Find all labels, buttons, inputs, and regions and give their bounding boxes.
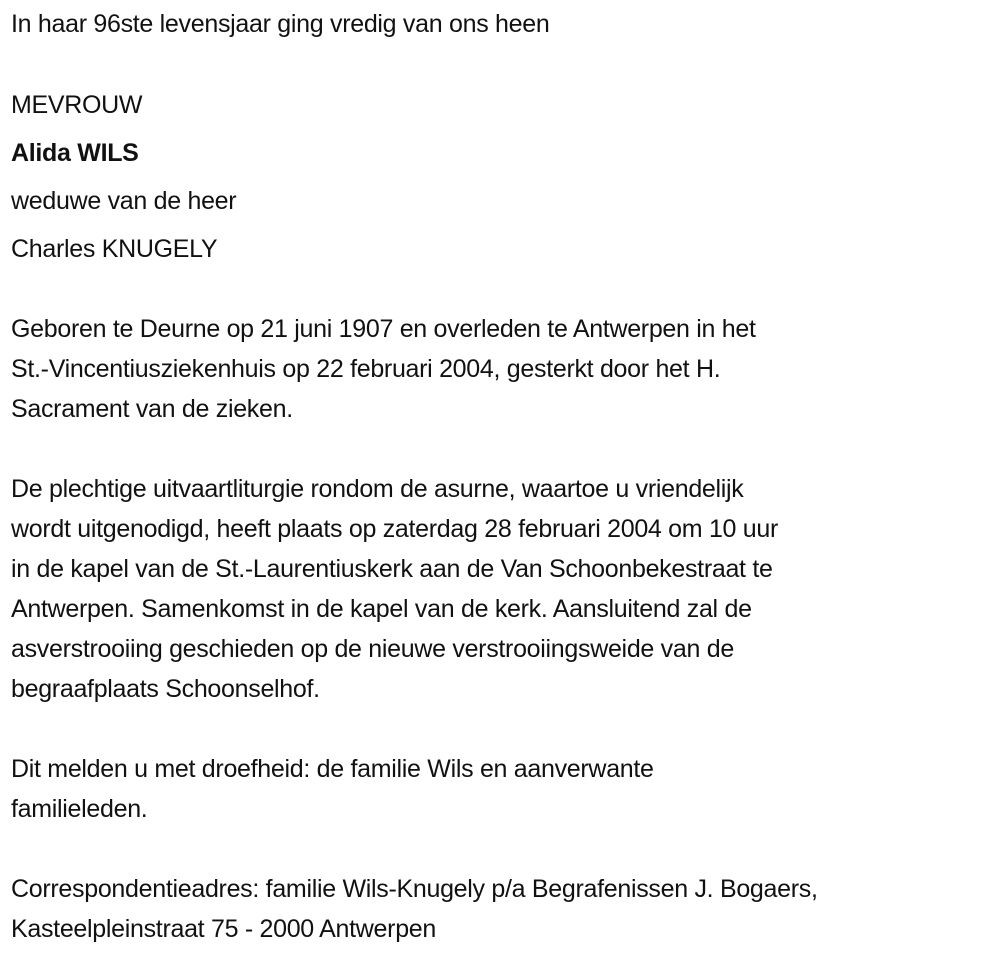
paragraph-line: asverstrooiing geschieden op de nieuwe verstrooiingsweide van de (11, 635, 734, 663)
paragraph-line: Correspondentieadres: familie Wils-Knugely p/a Begrafenissen J. Bogaers, (11, 875, 818, 903)
intro-text: In haar 96ste levensjaar ging vredig van ons heen (11, 10, 550, 38)
paragraph-line: Antwerpen. Samenkomst in de kapel van de kerk. Aansluitend zal de (11, 595, 752, 623)
deceased-name: Alida WILS (11, 139, 139, 167)
relation-text: weduwe van de heer (11, 187, 237, 215)
paragraph-line: De plechtige uitvaartliturgie rondom de asurne, waartoe u vriendelijk (11, 475, 744, 503)
paragraph-line: Dit melden u met droefheid: de familie Wils en aanverwante (11, 755, 654, 783)
paragraph-line: in de kapel van de St.-Laurentiuskerk aan de Van Schoonbekestraat te (11, 555, 773, 583)
spouse-name: Charles KNUGELY (11, 235, 218, 263)
paragraph-line: wordt uitgenodigd, heeft plaats op zaterdag 28 februari 2004 om 10 uur (11, 515, 779, 543)
paragraph-line: St.-Vincentiusziekenhuis op 22 februari 2004, gesterkt door het H. (11, 355, 721, 383)
paragraph-line: Geboren te Deurne op 21 juni 1907 en overleden te Antwerpen in het (11, 315, 756, 343)
paragraph-line: Kasteelpleinstraat 75 - 2000 Antwerpen (11, 915, 437, 943)
paragraph-line: Sacrament van de zieken. (11, 395, 293, 423)
paragraph-line: familieleden. (11, 795, 148, 823)
honorific-title: MEVROUW (11, 91, 143, 119)
paragraph-line: begraafplaats Schoonselhof. (11, 675, 320, 703)
